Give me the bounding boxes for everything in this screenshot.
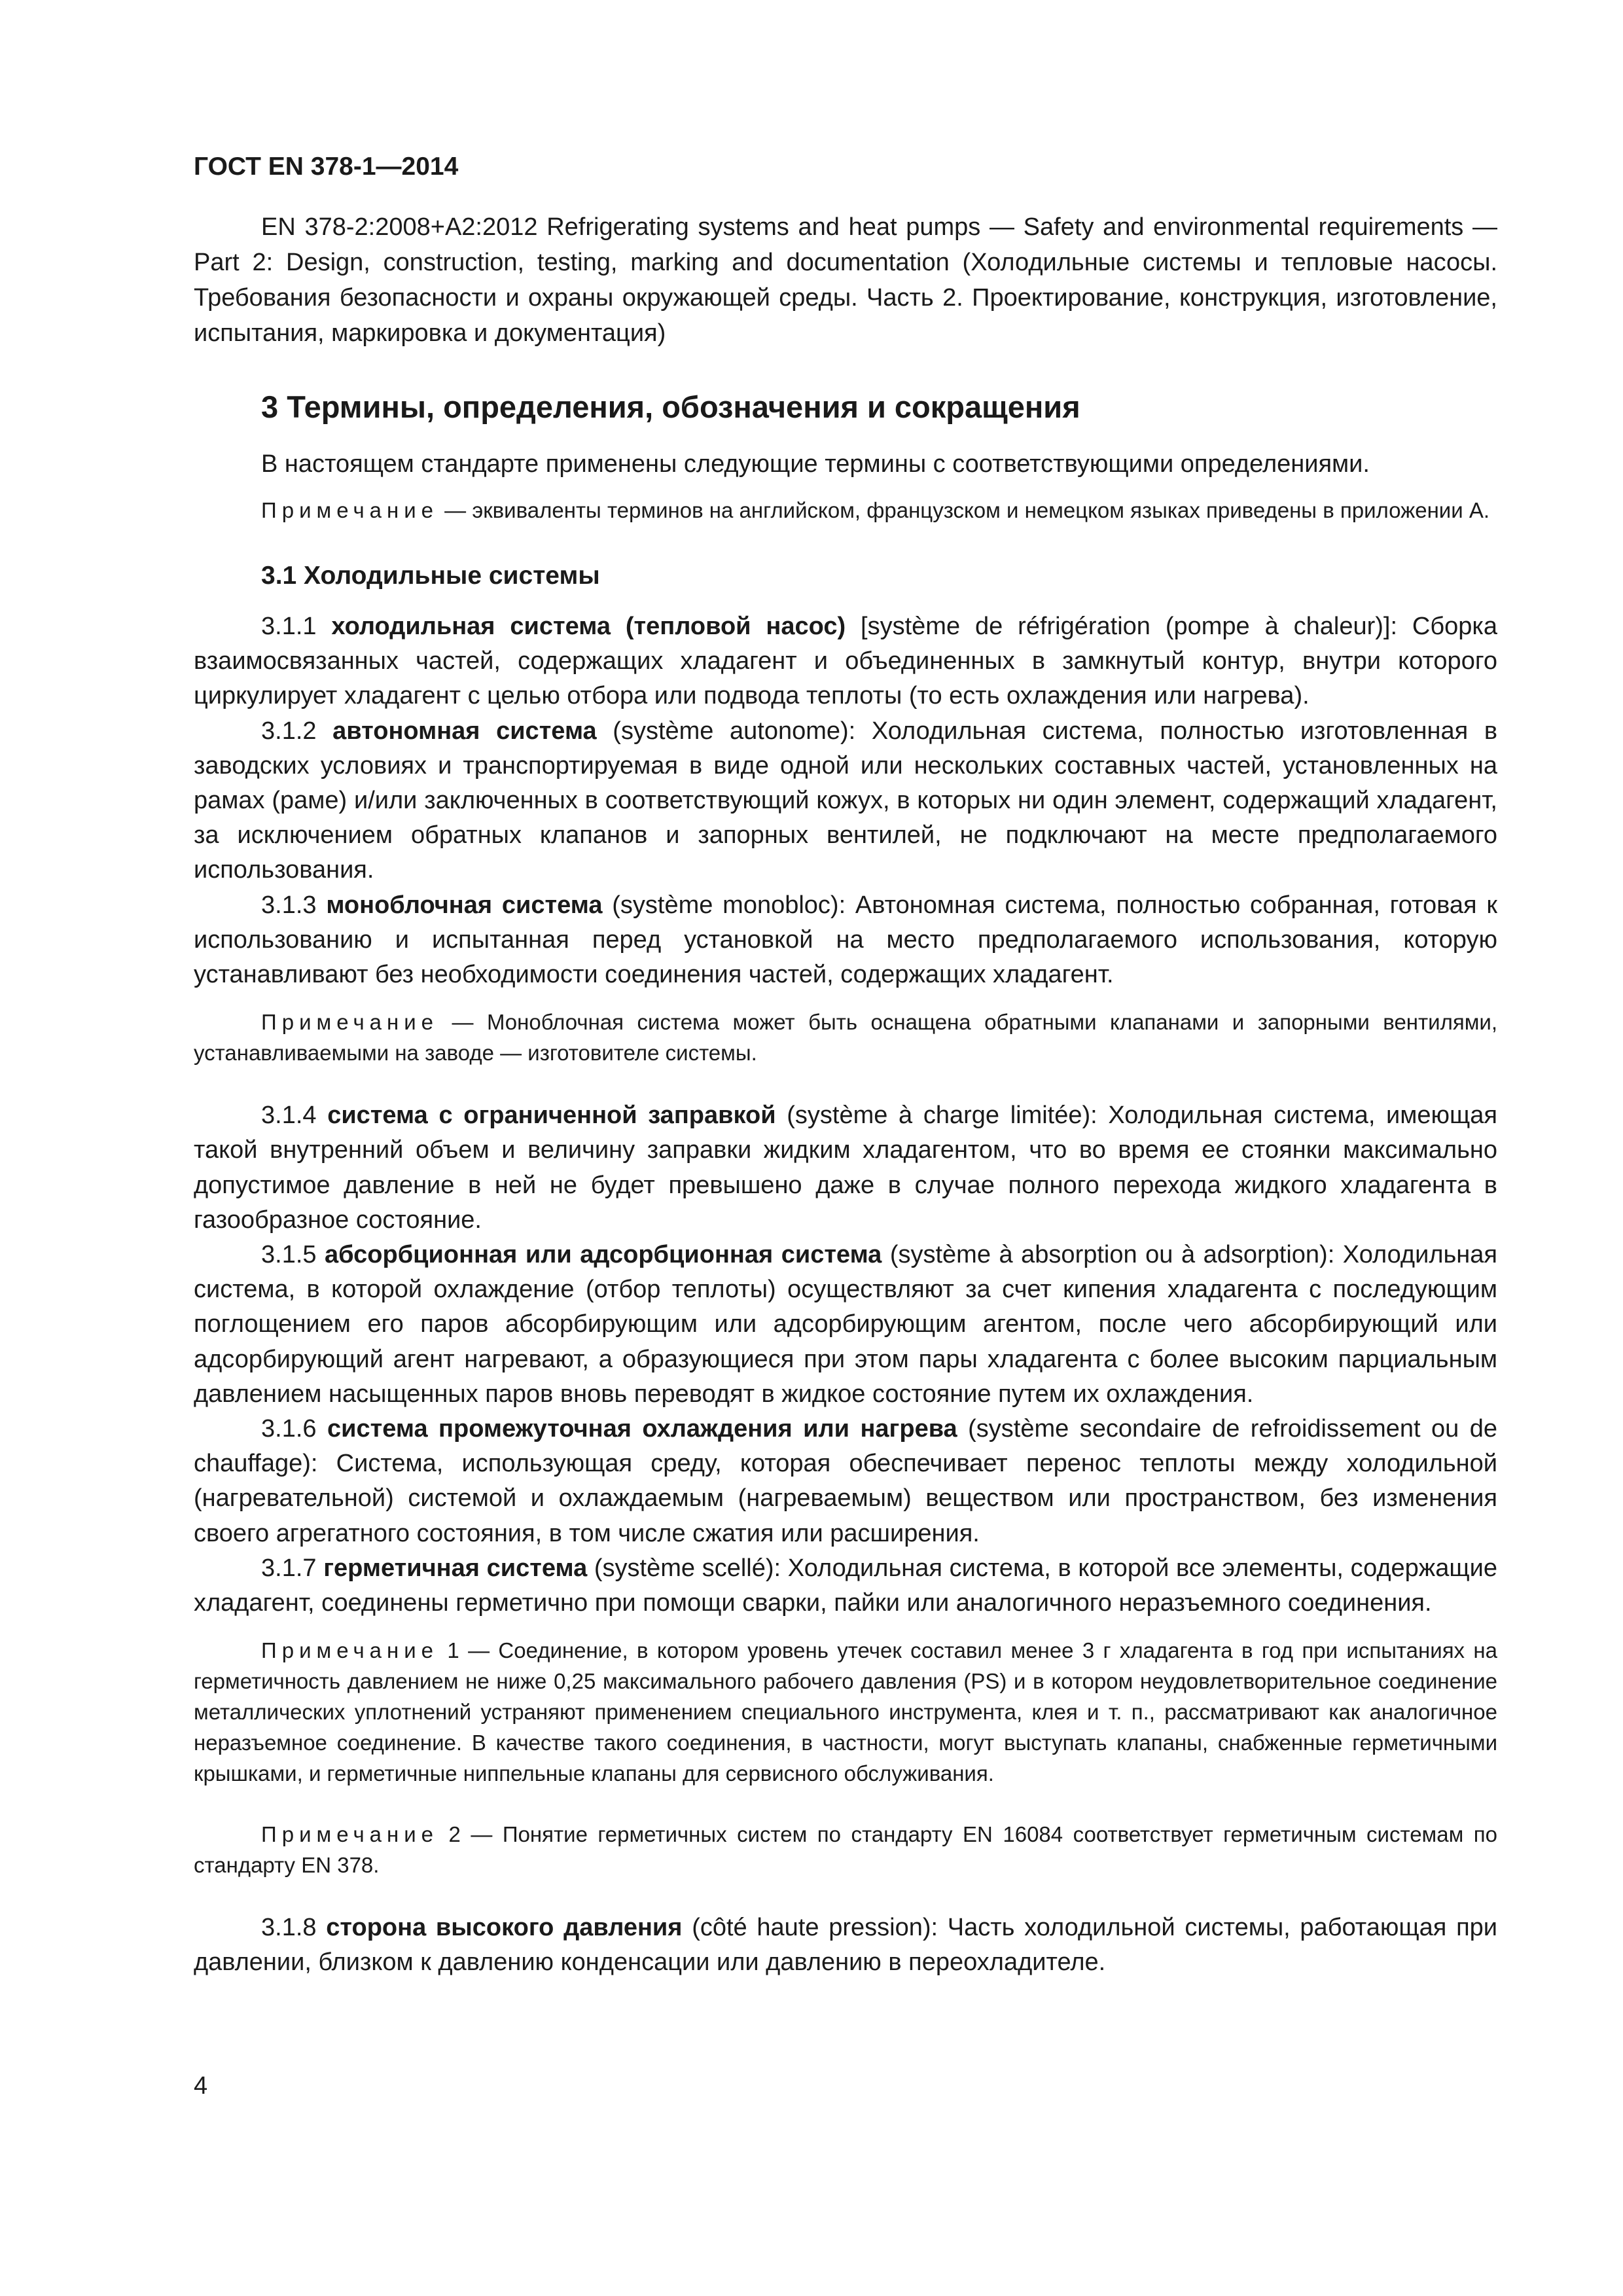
note-text: 1 — Соединение, в котором уровень утечек составил менее 3 г хладагента в год при испытаниях на герметичность давлением не ниже 0,25 максимального рабочего давления (PS) и в котором неудовлетворительное соединение металлических уплотнений устраняют применением специального инструмента, клея и т. п., рассматривают как аналогичное неразъемное соединение. В качестве такого соединения, в частности, могут выступать клапаны, снабженные герметичными крышками, и герметичные ниппельные клапаны для сервисного обслуживания.: [194, 1638, 1497, 1786]
term-3-1-5: [194, 1238, 1497, 1412]
term-3-1-6: [194, 1412, 1497, 1551]
note-3-1-7-1: [194, 1635, 1497, 1789]
term-definition: (système secondaire de refroidissement ou de chauffage): Система, использующая среду, которая обеспечивает перенос теплоты между холодильной (нагревательной) системой и охлаждаемым (нагреваемым) веществом или пространством, без изменения своего агрегатного состояния, в том числе сжатия или расширения.: [194, 1415, 1497, 1547]
term-name: абсорбционная или адсорбционная система: [325, 1241, 882, 1269]
note-3-1-3: [194, 1007, 1497, 1068]
note-label: Примечание: [261, 1010, 439, 1035]
section-intro: В настоящем стандарте применены следующие термины с соответствующими определениями.: [261, 450, 1370, 478]
note-text: — Моноблочная система может быть оснащена обратными клапанами и запорными вентилями, устанавливаемыми на заводе — изготовителе системы.: [194, 1010, 1497, 1066]
note-label: Примечание: [261, 1638, 439, 1663]
term-definition: (système scellé): Холодильная система, в которой все элементы, содержащие хладагент, соединены герметично при помощи сварки, пайки или аналогичного неразъемного соединения.: [194, 1554, 1497, 1617]
term-name: сторона высокого давления: [326, 1914, 683, 1942]
note: [194, 495, 1497, 526]
term-name: автономная система: [332, 717, 597, 745]
term-number: 3.1.3: [261, 891, 327, 919]
normative-reference: EN 378-2:2008+A2:2012 Refrigerating systems and heat pumps — Safety and environmental requirements — Part 2: Design, construction, testing, marking and documentation (Холодильные системы и тепловые насосы. Требования безопасности и охраны окружающей среды. Часть 2. Проектирование, конструкция, изготовление, испытания, маркировка и документация): [194, 213, 1497, 347]
term-3-1-7: [194, 1551, 1497, 1621]
document-page: [194, 131, 1497, 1981]
term-number: 3.1.5: [261, 1241, 325, 1269]
term-name: герметичная система: [323, 1554, 588, 1582]
term-number: 3.1.1: [261, 613, 332, 640]
term-number: 3.1.7: [261, 1554, 324, 1582]
term-3-1-4: [194, 1098, 1497, 1238]
term-name: моноблочная система: [326, 891, 603, 919]
note-3-1-7-2: [194, 1819, 1497, 1880]
term-definition: (côté haute pression): Часть холодильной системы, работающая при давлении, близком к давлению конденсации или давлению в переохладителе.: [194, 1914, 1498, 1977]
term-3-1-2: [194, 714, 1497, 888]
page-number: 4: [194, 2072, 208, 2100]
document-header: ГОСТ EN 378-1—2014: [194, 152, 459, 181]
term-3-1-3: [194, 888, 1497, 993]
term-number: 3.1.6: [261, 1415, 327, 1443]
note-text: 2 — Понятие герметичных систем по стандарту EN 16084 соответствует герметичным системам по стандарту EN 378.: [194, 1822, 1497, 1878]
subsection-title: 3.1 Холодильные системы: [261, 562, 600, 590]
term-name: система промежуточная охлаждения или нагрева: [327, 1415, 957, 1443]
section-title: 3 Термины, определения, обозначения и сокращения: [261, 389, 1080, 424]
term-number: 3.1.4: [261, 1102, 328, 1130]
note-label: Примечание: [261, 498, 439, 522]
term-definition: (système autonome): Холодильная система, полностью изготовленная в заводских условиях и транспортируемая в виде одной или нескольких составных частей, установленных на рамах (раме) и/или заключенных в соответствующий кожух, в которых ни один элемент, содержащий хладагент, за исключением обратных клапанов и запорных вентилей, не подключают на месте предполагаемого использования.: [194, 717, 1498, 884]
term-number: 3.1.2: [261, 717, 333, 745]
note-label: Примечание: [261, 1822, 439, 1847]
term-3-1-1: [194, 609, 1497, 714]
term-number: 3.1.8: [261, 1914, 327, 1942]
term-definition: [système de réfrigération (pompe à chaleur)]: Сборка взаимосвязанных частей, содержащих хладагент и объединенных в замкнутый контур, внутри которого циркулирует хладагент с целью отбора или подвода теплоты (то есть охлаждения или нагрева).: [194, 613, 1498, 710]
term-definition: (système monobloc): Автономная система, полностью собранная, готовая к использованию и испытанная перед установкой на место предполагаемого использования, которую устанавливают без необходимости соединения частей, содержащих хладагент.: [194, 891, 1497, 989]
term-name: холодильная система (тепловой насос): [331, 613, 846, 640]
note-text: — эквиваленты терминов на английском, французском и немецком языках приведены в приложении А.: [438, 498, 1490, 522]
term-definition: (système à charge limitée): Холодильная система, имеющая такой внутренний объем и величину заправки жидким хладагентом, что во время ее стоянки максимально допустимое давление в ней не будет превышено даже в случае полного перехода жидкого хладагента в газообразное состояние.: [194, 1102, 1498, 1234]
term-3-1-8: [194, 1910, 1497, 1980]
term-name: система с ограниченной заправкой: [327, 1102, 776, 1130]
term-definition: (système à absorption ou à adsorption): Холодильная система, в которой охлаждение (отбор теплоты) осуществляют за счет кипения хладагента с последующим поглощением его паров абсорбирующим или адсорбирующим агентом, после чего абсорбирующий или адсорбирующий агент нагревают, а образующиеся при этом пары хладагента с более высоким парциальным давлением насыщенных паров вновь переводят в жидкое состояние путем их охлаждения.: [194, 1241, 1497, 1408]
